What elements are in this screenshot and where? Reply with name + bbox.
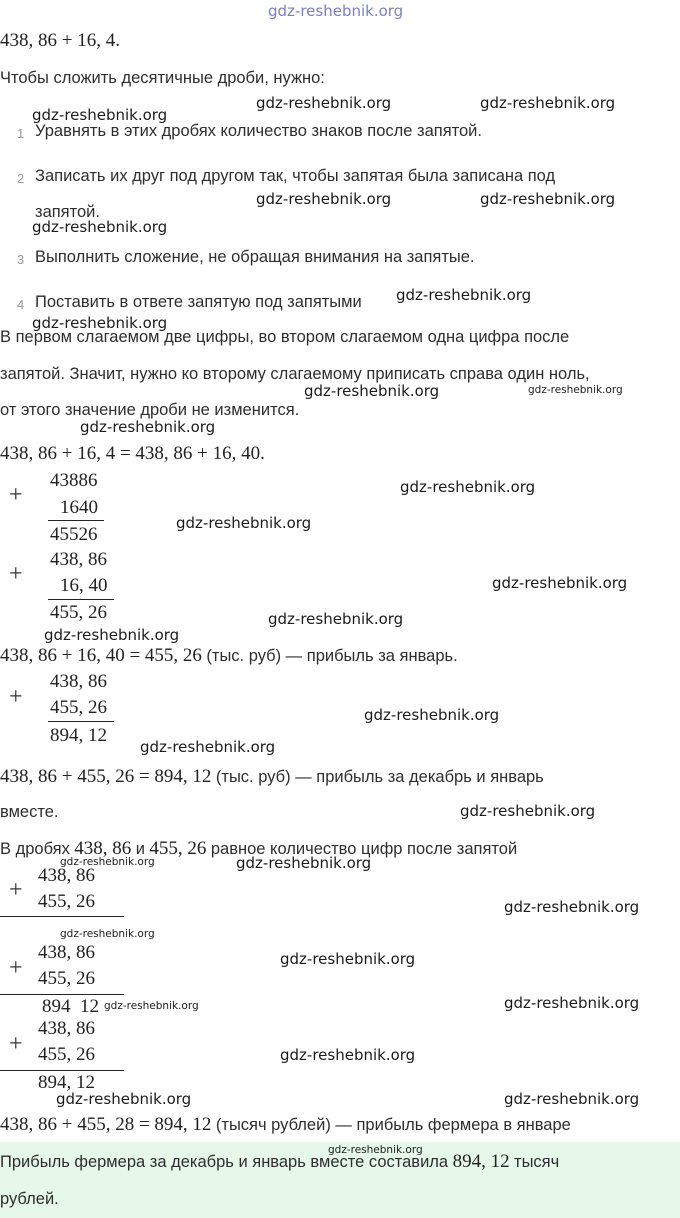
plus-sign: + (9, 482, 23, 508)
equation-2 (0, 645, 458, 667)
equation-text: (тыс. руб) — прибыль за декабрь и январь (215, 768, 544, 786)
plus-sign: + (9, 561, 23, 587)
note-text: В дробях (0, 840, 70, 858)
equation-text: (тысяч рублей) — прибыль фермера в январе (215, 1116, 571, 1134)
watermark: gdz-reshebnik.org (396, 286, 532, 304)
watermark: gdz-reshebnik.org (256, 190, 392, 208)
sum-result: 455, 26 (50, 602, 107, 623)
explanation-line: от этого значение дроби не изменится. (0, 401, 300, 419)
watermark: gdz-reshebnik.org (528, 384, 623, 396)
equation-text-cont: вместе. (0, 803, 59, 821)
addend-1: 438, 86 (38, 1018, 95, 1039)
watermark: gdz-reshebnik.org (480, 190, 616, 208)
answer-line (0, 1151, 559, 1173)
addend-1: 438, 86 (50, 671, 107, 692)
step-number: 2 (17, 171, 25, 186)
addend-2: 455, 26 (38, 968, 95, 989)
watermark: gdz-reshebnik.org (268, 610, 404, 628)
watermark: gdz-reshebnik.org (60, 856, 155, 868)
equation-3 (0, 766, 544, 788)
note-text: равное количество цифр после запятой (210, 840, 518, 858)
plus-sign: + (9, 684, 23, 710)
watermark: gdz-reshebnik.org (140, 738, 276, 756)
watermark: gdz-reshebnik.org (328, 1144, 423, 1156)
plus-sign: + (9, 955, 23, 981)
watermark: gdz-reshebnik.org (80, 418, 216, 436)
equation-text: (тыс. руб) — прибыль за январь. (206, 647, 458, 665)
watermark: gdz-reshebnik.org (44, 626, 180, 644)
watermark: gdz-reshebnik.org (460, 802, 596, 820)
plus-sign: + (9, 1031, 23, 1057)
step-text: Выполнить сложение, не обращая внимания на запятые. (35, 248, 475, 266)
addend-1: 438, 86 (50, 549, 107, 570)
watermark: gdz-reshebnik.org (304, 382, 440, 400)
sum-result: 894 12 (42, 996, 99, 1017)
answer-text-cont: рублей. (0, 1190, 59, 1208)
step-text-cont: запятой. (35, 203, 100, 221)
watermark: gdz-reshebnik.org (364, 706, 500, 724)
step-text: Записать их друг под другом так, чтобы запятая была записана под (35, 167, 556, 185)
watermark: gdz-reshebnik.org (504, 898, 640, 916)
addend-1: 438, 86 (38, 942, 95, 963)
addend-2: 16, 40 (60, 575, 108, 596)
site-header-watermark: gdz-reshebnik.org (268, 2, 404, 20)
equation-4 (0, 1114, 571, 1136)
equation-math: 438, 86 + 455, 28 = 894, 12 (0, 1114, 212, 1135)
intro-text: Чтобы сложить десятичные дроби, нужно: (0, 69, 325, 87)
watermark: gdz-reshebnik.org (256, 94, 392, 112)
answer-value: 894, 12 (452, 1151, 510, 1172)
sum-result: 894, 12 (50, 725, 107, 746)
watermark: gdz-reshebnik.org (32, 314, 168, 332)
watermark: gdz-reshebnik.org (480, 94, 616, 112)
explanation-line: В первом слагаемом две цифры, во втором слагаемом одна цифра после (0, 328, 570, 346)
addend-1: 43886 (50, 470, 98, 491)
problem-expression: 438, 86 + 16, 4. (0, 30, 120, 51)
answer-text: тысяч (514, 1153, 560, 1171)
step-text: Поставить в ответе запятую под запятыми (35, 293, 362, 311)
step-text: Уравнять в этих дробях количество знаков после запятой. (35, 122, 482, 140)
watermark: gdz-reshebnik.org (400, 478, 536, 496)
watermark: gdz-reshebnik.org (104, 1000, 199, 1012)
watermark: gdz-reshebnik.org (236, 854, 372, 872)
answer-text: Прибыль фермера за декабрь и январь вместе составила (0, 1153, 449, 1171)
watermark: gdz-reshebnik.org (56, 1090, 192, 1108)
sum-result: 894, 12 (38, 1072, 95, 1093)
note-fraction: 438, 86 (74, 838, 132, 859)
watermark: gdz-reshebnik.org (32, 106, 168, 124)
watermark: gdz-reshebnik.org (492, 574, 628, 592)
watermark: gdz-reshebnik.org (280, 1046, 416, 1064)
step-number: 1 (17, 126, 25, 141)
addend-2: 455, 26 (38, 1044, 95, 1065)
addend-2: 455, 26 (50, 697, 107, 718)
watermark: gdz-reshebnik.org (176, 514, 312, 532)
watermark: gdz-reshebnik.org (280, 950, 416, 968)
plus-sign: + (9, 877, 23, 903)
watermark: gdz-reshebnik.org (60, 928, 155, 940)
note-text: и (135, 840, 145, 858)
note-fraction: 455, 26 (149, 838, 207, 859)
sum-result: 45526 (50, 524, 98, 545)
equation-math: 438, 86 + 455, 26 = 894, 12 (0, 766, 212, 787)
equation-1: 438, 86 + 16, 4 = 438, 86 + 16, 40. (0, 443, 265, 464)
equation-math: 438, 86 + 16, 40 = 455, 26 (0, 645, 202, 666)
explanation-line: запятой. Значит, нужно ко второму слагаемому приписать справа один ноль, (0, 365, 590, 383)
watermark: gdz-reshebnik.org (504, 1090, 640, 1108)
addend-2: 1640 (60, 497, 98, 518)
step-number: 3 (17, 252, 25, 267)
watermark: gdz-reshebnik.org (504, 994, 640, 1012)
watermark: gdz-reshebnik.org (32, 218, 168, 236)
addend-2: 455, 26 (38, 891, 95, 912)
addend-1: 438, 86 (38, 865, 95, 886)
step-number: 4 (17, 297, 25, 312)
